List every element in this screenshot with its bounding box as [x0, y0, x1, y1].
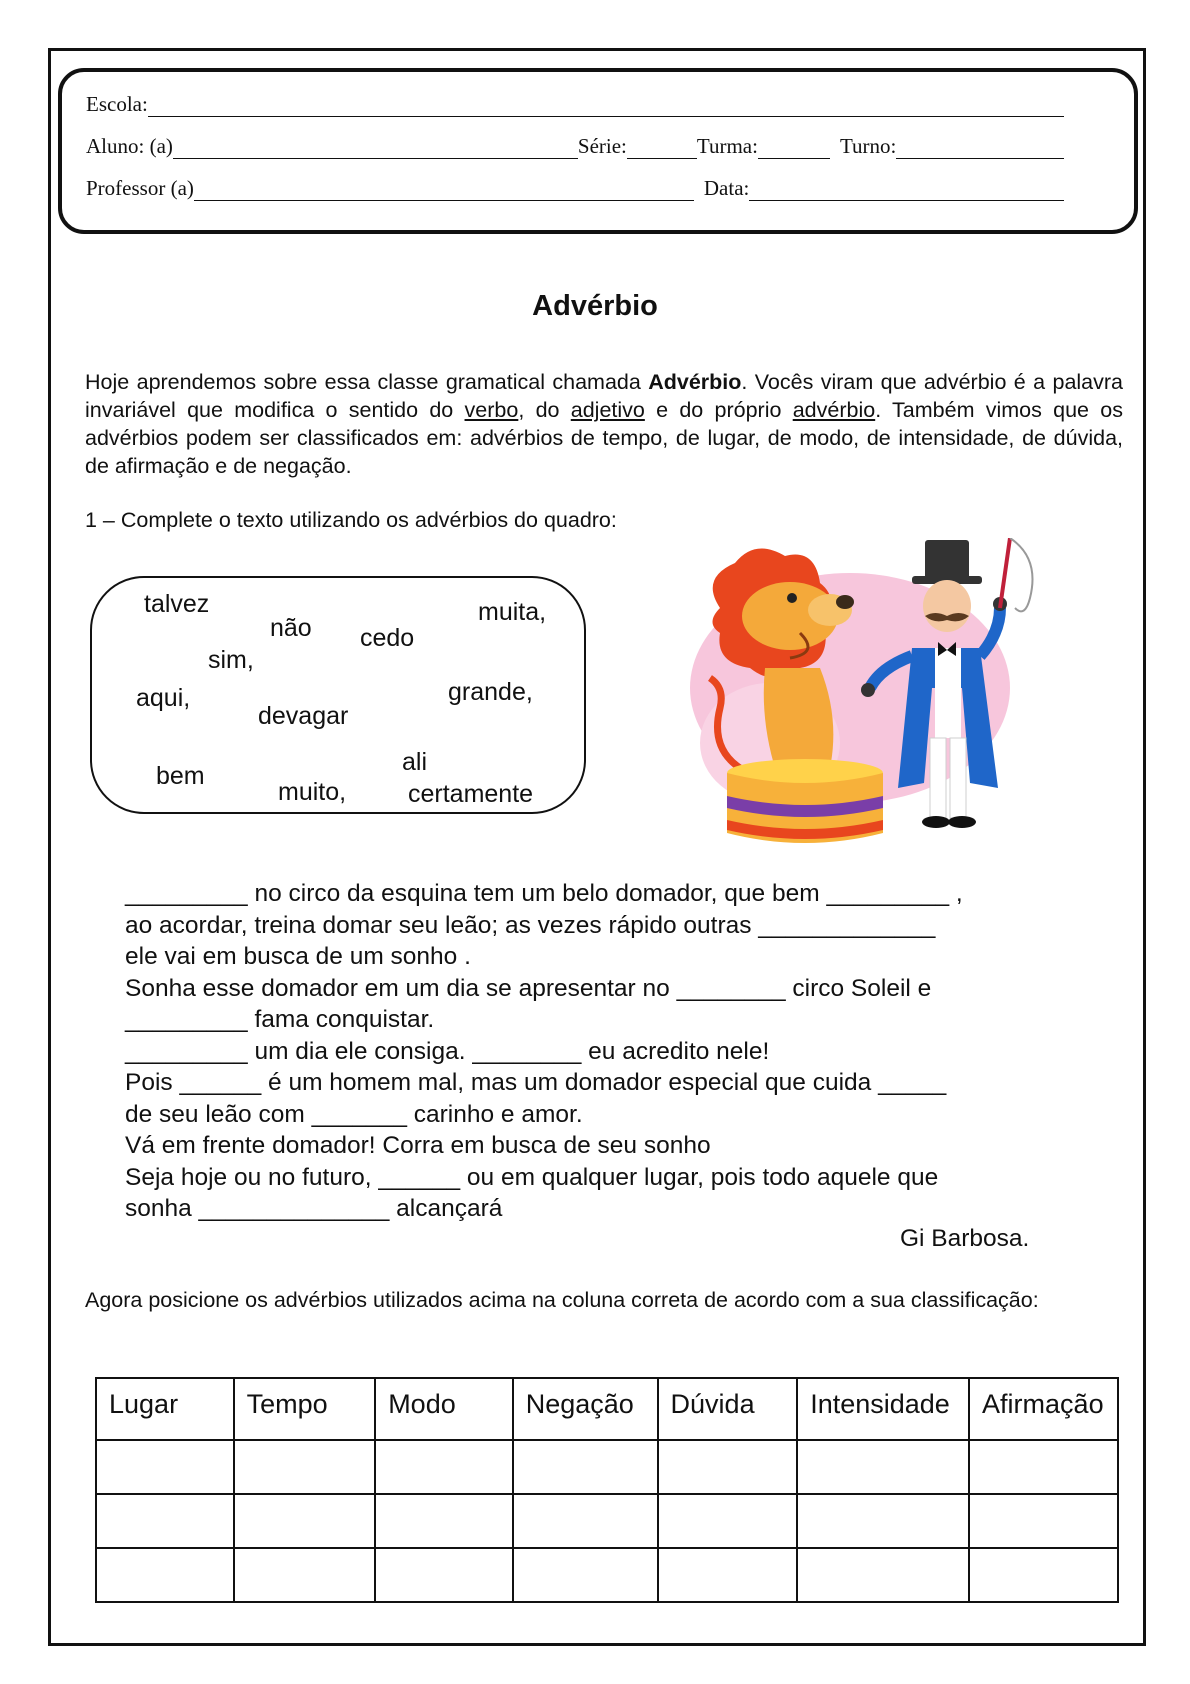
table-cell[interactable]: [234, 1440, 376, 1494]
story-line-8: de seu leão com _______ carinho e amor.: [125, 1100, 583, 1128]
school-field[interactable]: [148, 98, 1064, 117]
story-line-9: Vá em frente domador! Corra em busca de seu sonho: [125, 1132, 711, 1159]
table-row: [96, 1440, 1118, 1494]
teacher-label: Professor (a): [86, 176, 194, 200]
col-header-modo: Modo: [375, 1378, 513, 1440]
word-bem: bem: [156, 762, 205, 790]
story-line-2: ao acordar, treina domar seu leão; as vezes rápido outras _____________: [125, 911, 936, 939]
table-cell[interactable]: [969, 1548, 1118, 1602]
classification-table: [95, 1377, 1119, 1603]
adverb-word-box: [90, 576, 586, 814]
word-ali: ali: [402, 748, 428, 776]
word-nao: não: [270, 614, 312, 642]
col-header-lugar: Lugar: [96, 1378, 234, 1440]
student-field[interactable]: [173, 140, 578, 159]
instruction-text: Agora posicione os advérbios utilizados acima na coluna correta de acordo com a sua classificação:: [85, 1288, 1039, 1312]
word-sim: sim,: [208, 646, 254, 674]
col-header-tempo: Tempo: [234, 1378, 376, 1440]
table-cell[interactable]: [513, 1494, 658, 1548]
date-field[interactable]: [749, 182, 1064, 201]
story-author: Gi Barbosa.: [900, 1225, 1030, 1252]
story-line-7: Pois ______ é um homem mal, mas um domador especial que cuida _____: [125, 1069, 947, 1096]
intro-text-2: . Vocês viram que advérbio é a palavra invariável que modifica o sentido do: [85, 370, 1123, 422]
word-cedo: cedo: [360, 624, 415, 652]
table-cell[interactable]: [375, 1548, 513, 1602]
intro-text-3: , do: [518, 398, 571, 422]
story-line-11: sonha ______________ alcançará: [125, 1195, 503, 1222]
col-header-negacao: Negação: [513, 1378, 658, 1440]
school-row: [86, 92, 1064, 117]
story-line-3: ele vai em busca de um sonho .: [125, 943, 471, 970]
table-row: [96, 1548, 1118, 1602]
table-cell[interactable]: [96, 1494, 234, 1548]
table-cell[interactable]: [96, 1548, 234, 1602]
pedestal-icon: [727, 759, 883, 843]
story-line-4: Sonha esse domador em um dia se apresentar no ________ circo Soleil e: [125, 974, 932, 1002]
class-label: Turma:: [696, 134, 758, 158]
table-cell[interactable]: [234, 1548, 376, 1602]
col-header-duvida: Dúvida: [658, 1378, 798, 1440]
word-muito: muito,: [278, 778, 347, 806]
grade-field[interactable]: [627, 140, 697, 159]
table-cell[interactable]: [797, 1440, 969, 1494]
question-1: 1 – Complete o texto utilizando os advérbios do quadro:: [85, 508, 617, 532]
story-line-10: Seja hoje ou no futuro, ______ ou em qualquer lugar, pois todo aquele que: [125, 1163, 939, 1191]
story-line-1: _________ no circo da esquina tem um belo domador, que bem _________ ,: [125, 880, 963, 907]
table-cell[interactable]: [658, 1494, 798, 1548]
word-talvez: talvez: [144, 590, 210, 618]
intro-underline-adverbio: advérbio: [792, 398, 876, 422]
grade-label: Série:: [577, 134, 627, 158]
story-line-5: _________ fama conquistar.: [125, 1006, 435, 1033]
page-title: Advérbio: [532, 290, 658, 322]
student-label: Aluno: (a): [86, 134, 173, 158]
story-text: [125, 878, 1105, 1225]
circus-illustration: [680, 538, 1100, 848]
intro-text-5: . Também vimos que os advérbios podem ser classificados em: advérbios de tempo, de lugar, de modo, de intensidade, de dúvida, de afirmação e de negação.: [85, 398, 1123, 478]
teacher-field[interactable]: [194, 182, 694, 201]
col-header-intensidade: Intensidade: [797, 1378, 969, 1440]
intro-bold-term: Advérbio: [648, 370, 742, 394]
table-cell[interactable]: [375, 1440, 513, 1494]
table-cell[interactable]: [969, 1494, 1118, 1548]
student-row: [86, 134, 1064, 159]
table-cell[interactable]: [658, 1440, 798, 1494]
intro-text-4: e do próprio: [644, 398, 793, 422]
header-form: [58, 68, 1138, 234]
table-cell[interactable]: [234, 1494, 376, 1548]
table-cell[interactable]: [513, 1548, 658, 1602]
word-aqui: aqui,: [136, 684, 191, 712]
school-label: Escola:: [86, 92, 148, 116]
word-devagar: devagar: [258, 702, 349, 730]
table-header-row: [96, 1378, 1118, 1440]
word-grande: grande,: [448, 678, 533, 706]
date-label: Data:: [703, 176, 750, 200]
table-cell[interactable]: [797, 1548, 969, 1602]
intro-underline-adjetivo: adjetivo: [570, 398, 645, 422]
class-field[interactable]: [758, 140, 830, 159]
table-cell[interactable]: [375, 1494, 513, 1548]
word-certamente: certamente: [408, 780, 534, 808]
table-cell[interactable]: [96, 1440, 234, 1494]
table-cell[interactable]: [969, 1440, 1118, 1494]
word-muita: muita,: [478, 598, 547, 626]
intro-text-1: Hoje aprendemos sobre essa classe gramatical chamada: [85, 370, 649, 394]
intro-paragraph: [85, 368, 1123, 480]
intro-underline-verbo: verbo: [464, 398, 519, 422]
shift-label: Turno:: [839, 134, 897, 158]
col-header-afirmacao: Afirmação: [969, 1378, 1118, 1440]
table-cell[interactable]: [658, 1548, 798, 1602]
story-line-6: _________ um dia ele consiga. ________ eu acredito nele!: [125, 1037, 770, 1065]
table-cell[interactable]: [797, 1494, 969, 1548]
table-cell[interactable]: [513, 1440, 658, 1494]
shift-field[interactable]: [896, 140, 1064, 159]
teacher-row: [86, 176, 1064, 201]
table-row: [96, 1494, 1118, 1548]
